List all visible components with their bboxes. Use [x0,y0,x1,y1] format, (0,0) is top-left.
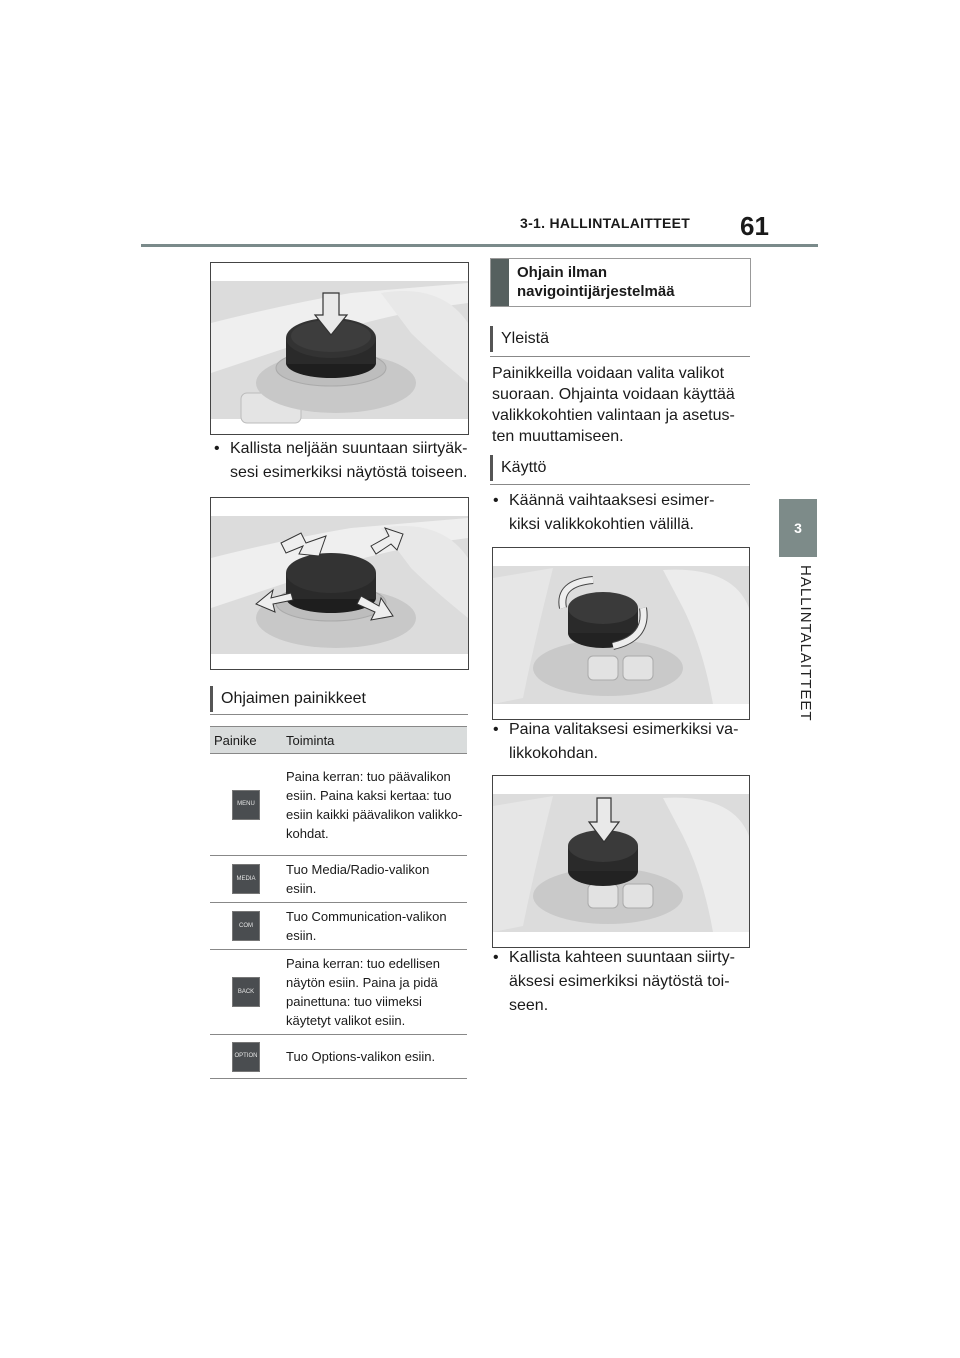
bullet-text: sesi esimerkiksi näytöstä toiseen. [230,464,468,481]
bullet-char: • [493,949,499,966]
table-cell: Tuo Communication-valikon esiin. [282,903,467,950]
heading-line: navigointijärjestelmää [517,283,675,300]
table-row [210,903,467,950]
bullet-char: • [493,492,499,509]
list-item [493,718,753,766]
bullet-text: Kallista kahteen suuntaan siirty- [509,949,735,966]
bullet-text: Kallista neljään suuntaan siirtyäk- [230,440,468,457]
table-row [210,856,467,903]
list-item [493,946,753,1018]
figure-controller-rotate [492,547,750,720]
bullet-char: • [214,440,220,457]
media-button-icon: MEDIA [232,864,260,894]
bullet-text: seen. [509,997,549,1014]
section-heading: Ohjaimen painikkeet [210,686,366,712]
list-item [493,489,753,537]
figure-controller-press-2 [492,775,750,948]
table-cell: Tuo Media/Radio-valikon esiin. [282,856,467,903]
header-divider [141,244,818,247]
heading-accent-bar [491,259,509,306]
buttons-table [210,726,467,1079]
figure-controller-tilt [210,497,469,670]
bullet-text: Paina valitaksesi esimerkiksi va- [509,721,739,738]
page-number: 61 [740,211,769,241]
section-divider [490,356,750,357]
section-heading: Käyttö [490,455,546,481]
heading-line: Ohjain ilman [517,264,608,281]
table-row [210,950,467,1035]
section-heading: Yleistä [490,326,549,352]
back-button-icon: BACK [232,977,260,1007]
com-button-icon: COM [232,911,260,941]
heading-text [517,263,675,301]
bullet-text: Käännä vaihtaaksesi esimer- [509,492,715,509]
table-cell: Tuo Options-valikon esiin. [282,1035,467,1079]
menu-button-icon: MENU [232,790,260,820]
list-item [214,437,474,485]
table-row [210,1035,467,1079]
table-cell: Paina kerran: tuo edellisen näytön esiin. Paina ja pidä painettuna: tuo viimeksi käytetyt valikot esiin. [282,950,467,1035]
section-header: 3-1. HALLINTALAITTEET [520,215,691,231]
table-header: Painike [210,727,282,754]
section-divider [490,484,750,485]
general-paragraph: Painikkeilla voidaan valita valikot suoraan. Ohjainta voidaan käyttää valikkokohtien valintaan ja asetus-ten muuttamiseen. [492,365,735,445]
bullet-char: • [493,721,499,738]
bullet-text: kiksi valikkokohtien välillä. [509,516,694,533]
buttons-table-wrap [210,726,467,1079]
option-button-icon: OPTION [232,1042,260,1072]
table-row [210,754,467,856]
section-divider [210,714,468,715]
bullet-text: äksesi esimerkiksi näytöstä toi- [509,973,730,990]
controller-heading [490,258,751,307]
table-cell: Paina kerran: tuo päävalikon esiin. Paina kaksi kertaa: tuo esiin kaikki päävalikon valikko-kohdat. [282,754,467,856]
figure-controller-press [210,262,469,435]
bullet-text: likkokohdan. [509,745,598,762]
chapter-side-label: HALLINTALAITTEET [797,565,814,722]
table-header: Toiminta [282,727,467,754]
chapter-tab: 3 [779,499,817,557]
